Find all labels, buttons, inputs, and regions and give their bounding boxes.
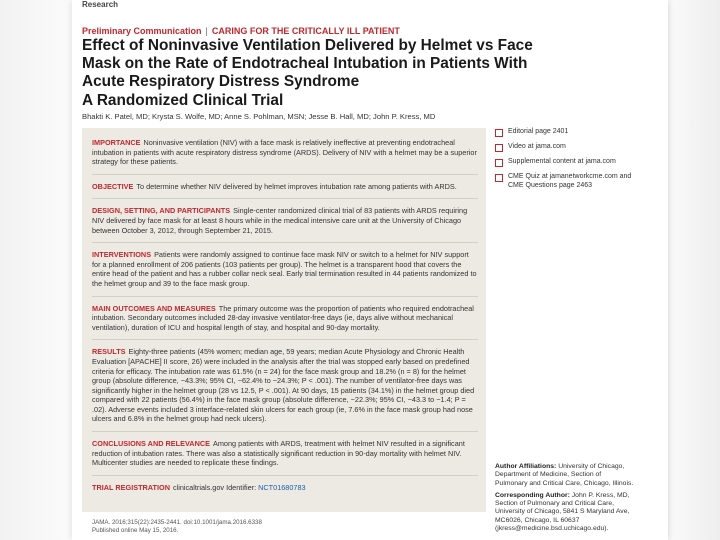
- abstract-divider: [92, 475, 478, 476]
- abstract-divider: [92, 174, 478, 175]
- cme-quiz-icon: [495, 174, 503, 182]
- video-icon: [495, 144, 503, 152]
- trial-registration: TRIAL REGISTRATION clinicaltrials.gov Identifier: NCT01680783: [92, 482, 306, 492]
- citation-footer: [92, 519, 262, 535]
- abstract-divider: [92, 242, 478, 243]
- abstract-interventions: INTERVENTIONS Patients were randomly assigned to continue face mask NIV or switch to a helmet for NIV support for a planned enrollment of 206 patients (103 patients per group). The helmet is a transparent hood that covers the entire head of the patient and has a rubber collar neck seal. Early trial termination resulted in 44 patients randomized to the helmet group and 39 to the face mask group.: [92, 250, 477, 288]
- title-main: Effect of Noninvasive Ventilation Delivered by Helmet vs Face Mask on the Rate of Endotracheal Intubation in Patients With Acute Respiratory Distress Syndrome: [82, 37, 533, 91]
- abstract-results: RESULTS Eighty-three patients (45% women; median age, 59 years; median Acute Physiology and Chronic Health Evaluation [APACHE] II score, 26) were included in the analysis after the trial was stopped early based on predefined criteria for efficacy. The intubation rate was 61.5% (n = 24) for the face mask group and 18.2% (n = 8) for the helmet group (absolute difference, −43.3%; 95% CI, −62.4% to −24.3%; P < .001). The number of ventilator-free days was significantly higher in the helmet group (28 vs 12.5, P < .001). At 90 days, 15 patients (34.1%) in the helmet group died compared with 22 patients (56.4%) in the face mask group (absolute difference, −22.3%; 95% CI, −43.3 to −1.4; P = .02). Adverse events included 3 interface-related skin ulcers for each group (ie, 7.6% in the face mask group had nose ulcers and 6.8% in the helmet group had neck ulcers).: [92, 347, 475, 424]
- supplemental-content-icon: [495, 159, 503, 167]
- viewer-left-margin: [0, 0, 70, 540]
- article-kicker: [82, 26, 400, 36]
- article-type: Preliminary Communication: [82, 26, 202, 36]
- abstract-design: DESIGN, SETTING, AND PARTICIPANTS Single-center randomized clinical trial of 83 patients with ARDS requiring NIV delivered by face mask for at least 8 hours while in the medical intensive care unit at the University of Chicago between October 3, 2012, through September 21, 2015.: [92, 206, 468, 235]
- citation-line: JAMA. 2016;315(22):2435-2441. doi:10.1001/jama.2016.6338: [92, 519, 262, 526]
- article-page: [72, 0, 668, 540]
- article-topic: CARING FOR THE CRITICALLY ILL PATIENT: [211, 26, 400, 36]
- abstract-divider: [92, 198, 478, 199]
- abstract-importance: IMPORTANCE Noninvasive ventilation (NIV) with a face mask is relatively ineffective at preventing endotracheal intubation in patients with acute respiratory distress syndrome (ARDS). Delivery of NIV with a helmet may be a superior strategy for these patients.: [92, 138, 477, 167]
- abstract-divider: [92, 339, 478, 340]
- sidebar-item-editorial[interactable]: Editorial page 2401: [495, 128, 645, 137]
- author-list: Bhakti K. Patel, MD; Krysta S. Wolfe, MD; Anne S. Pohlman, MSN; Jesse B. Hall, MD; John P. Kress, MD: [82, 112, 436, 121]
- article-title: [82, 37, 572, 110]
- section-label: Research: [82, 0, 119, 9]
- sidebar-item-video[interactable]: Video at jama.com: [495, 143, 645, 152]
- trial-registration-link[interactable]: NCT01680783: [258, 482, 306, 492]
- abstract-objective: OBJECTIVE To determine whether NIV delivered by helmet improves intubation rate among patients with ARDS.: [92, 181, 457, 191]
- sidebar-item-cme-quiz[interactable]: CME Quiz at jamanetworkcme.com and CME Questions page 2463: [495, 173, 645, 190]
- viewer-right-margin: [668, 0, 720, 540]
- affiliations-text: Author Affiliations: University of Chicago, Department of Medicine, Section of Pulmonary and Critical Care, Chicago, Illinois.: [495, 463, 634, 487]
- abstract-conclusions: CONCLUSIONS AND RELEVANCE Among patients with ARDS, treatment with helmet NIV resulted in a significant reduction of intubation rates. There was also a statistically significant reduction in 90-day mortality with helmet NIV. Multicenter studies are needed to replicate these findings.: [92, 439, 465, 468]
- author-affiliations: [495, 463, 635, 537]
- publication-date: Published online May 15, 2016.: [92, 527, 179, 534]
- title-subtitle: A Randomized Clinical Trial: [82, 91, 284, 109]
- corresponding-author: Corresponding Author: John P. Kress, MD, Section of Pulmonary and Critical Care, University of Chicago, 5841 S Maryland Ave, MC6026, Chicago, IL 60637 (jkress@medicine.bsd.uchicago.edu).: [495, 491, 630, 533]
- sidebar-item-supplemental[interactable]: Supplemental content at jama.com: [495, 158, 645, 167]
- abstract-box: [82, 128, 486, 512]
- abstract-outcomes: MAIN OUTCOMES AND MEASURES The primary outcome was the proportion of patients who required endotracheal intubation. Secondary outcomes included 28-day invasive ventilator-free days (ie, days alive without mechanical ventilation), duration of ICU and hospital length of stay, and hospital and 90-day mortality.: [92, 303, 474, 332]
- editorial-icon: [495, 129, 503, 137]
- abstract-divider: [92, 296, 478, 297]
- article-sidebar: [495, 128, 645, 196]
- abstract-divider: [92, 431, 478, 432]
- kicker-separator: |: [205, 26, 208, 36]
